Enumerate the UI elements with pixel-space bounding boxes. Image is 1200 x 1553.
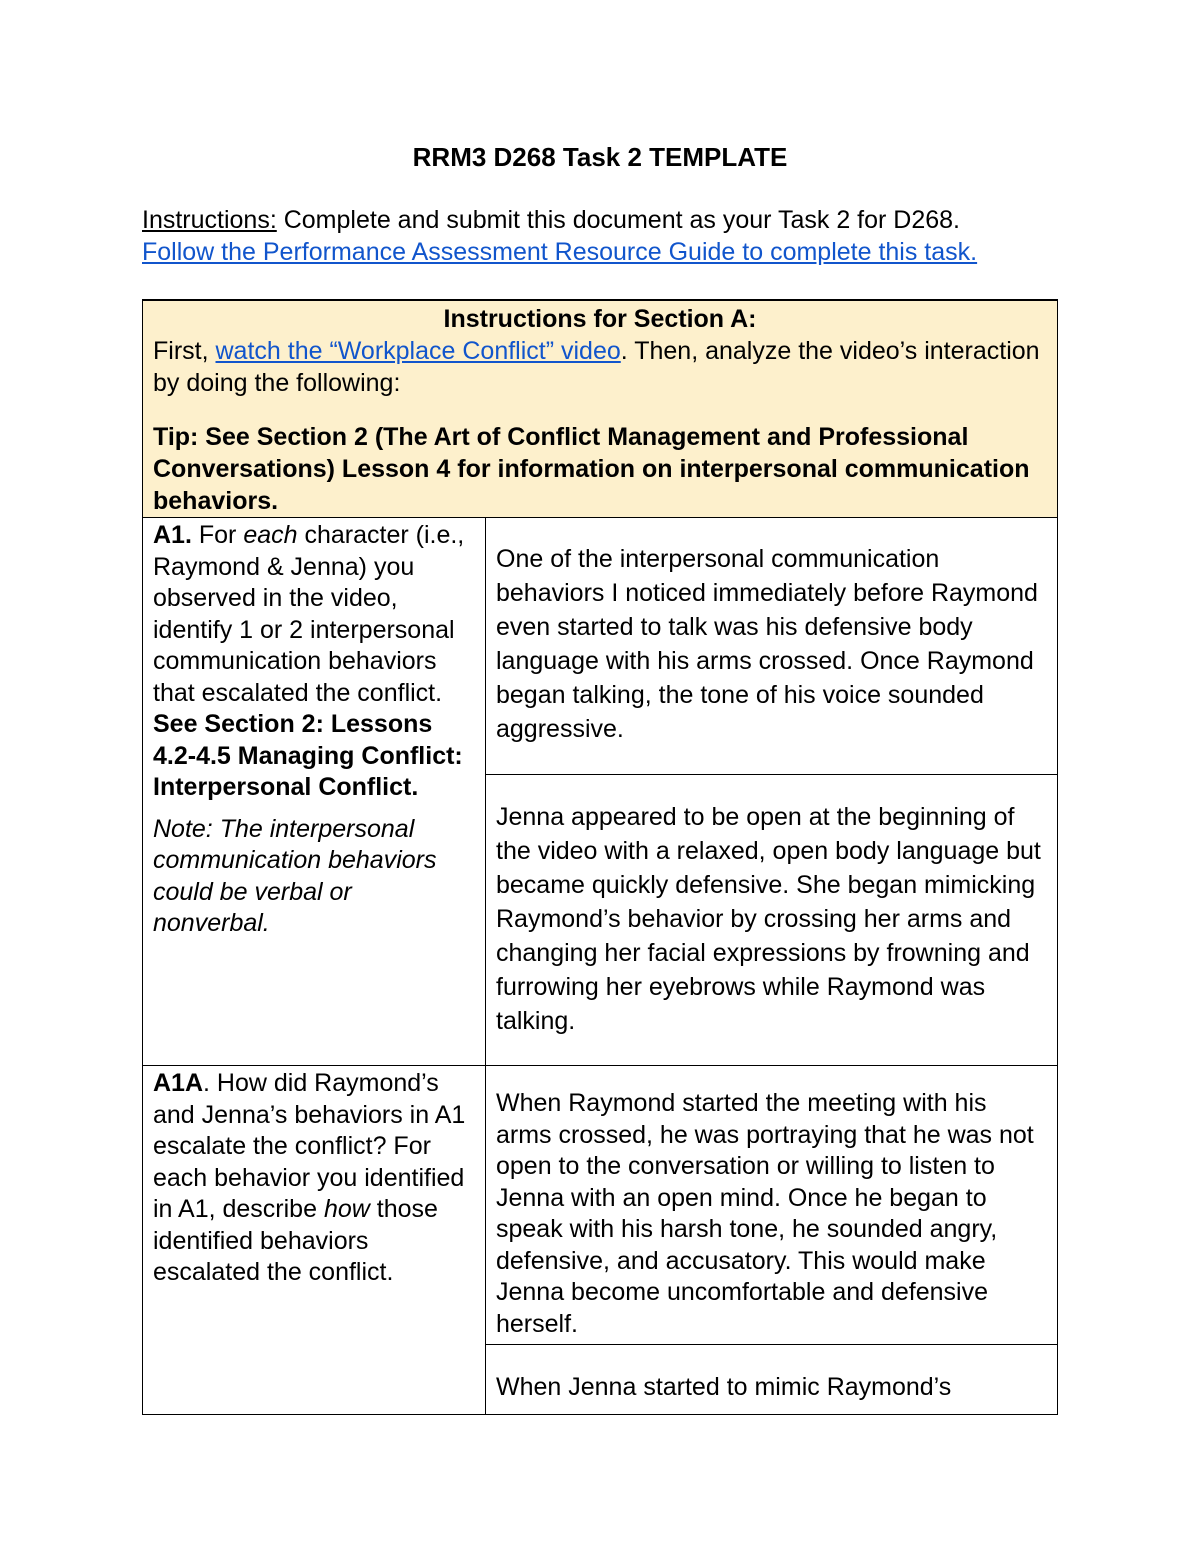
a1a-prompt [153,1068,475,1289]
a1a-prompt-cell [143,1066,486,1414]
a1-answer-cell [486,518,1057,1065]
a1-prompt-part-1: For [191,521,244,549]
workplace-conflict-video-link[interactable]: watch the “Workplace Conflict” video [215,337,621,365]
task-table [142,299,1058,1415]
document-title: RRM3 D268 Task 2 TEMPLATE [412,142,788,172]
instructions-label: Instructions: [142,206,277,234]
a1-answer-raymond[interactable]: One of the interpersonal communication behaviors I noticed immediately before Raymond even started to talk was his defensive body language with his arms crossed. Once Raymond began talking, the tone of his voice sounded aggressive. [496,545,1038,743]
instructions-paragraph [142,204,1062,268]
section-a-tip: Tip: See Section 2 (The Art of Conflict Management and Professional Conversations) Lesson 4 for information on interpersonal communication behaviors. [153,423,1030,515]
a1a-answer-jenna[interactable]: When Jenna started to mimic Raymond’s [486,1344,1057,1413]
a1a-answer-raymond[interactable]: When Raymond started the meeting with his arms crossed, he was portraying that he was not open to the conversation or willing to listen to Jenna with an open mind. Once he began to speak with his harsh tone, he sounded angry, defensive, and accusatory. This would make Jenna become uncomfortable and defensive herself. [496,1089,1034,1338]
a1-see-section: See Section 2: Lessons 4.2-4.5 Managing Conflict: Interpersonal Conflict. [153,710,463,801]
instructions-text: Complete and submit this document as your Task 2 for D268. [276,206,960,234]
a1a-prompt-part-1: . How did Raymond’s and Jenna’s behaviors in A1 escalate the conflict? For each behavior you identified in A1, describe [153,1069,466,1223]
a1-prompt-part-2: character (i.e., Raymond & Jenna) you observed in the video, identify 1 or 2 interpersonal communication behaviors that escalated the conflict. [153,521,465,707]
a1a-row [142,1066,1058,1415]
a1-note: Note: The interpersonal communication behaviors could be verbal or nonverbal. [153,814,437,937]
a1-row [142,518,1058,1066]
a1-prompt-cell [143,518,486,1065]
resource-guide-link[interactable]: Follow the Performance Assessment Resource Guide to complete this task. [142,238,978,266]
a1a-prompt-part-2: those identified behaviors escalated the conflict. [153,1195,438,1286]
section-a-heading: Instructions for Section A: [443,305,757,333]
a1a-prompt-emphasis: how [323,1195,370,1223]
section-a-instruction-text [153,335,1047,399]
section-a-instructions [142,301,1058,518]
a1-answer-jenna[interactable]: Jenna appeared to be open at the beginning of the video with a relaxed, open body language but became quickly defensive. She began mimicking Raymond’s behavior by crossing her arms and changing her facial expressions by frowning and furrowing her eyebrows while Raymond was talking. [486,774,1057,1064]
a1a-label: A1A [153,1069,204,1097]
a1a-answer-cell [486,1066,1057,1414]
section-a-text-pre: First, [153,337,216,365]
a1-label: A1. [153,521,192,549]
section-a-text-post: . Then, analyze the video’s interaction by doing the following: [153,337,1040,397]
a1-prompt [153,520,475,709]
a1-prompt-emphasis: each [243,521,298,549]
